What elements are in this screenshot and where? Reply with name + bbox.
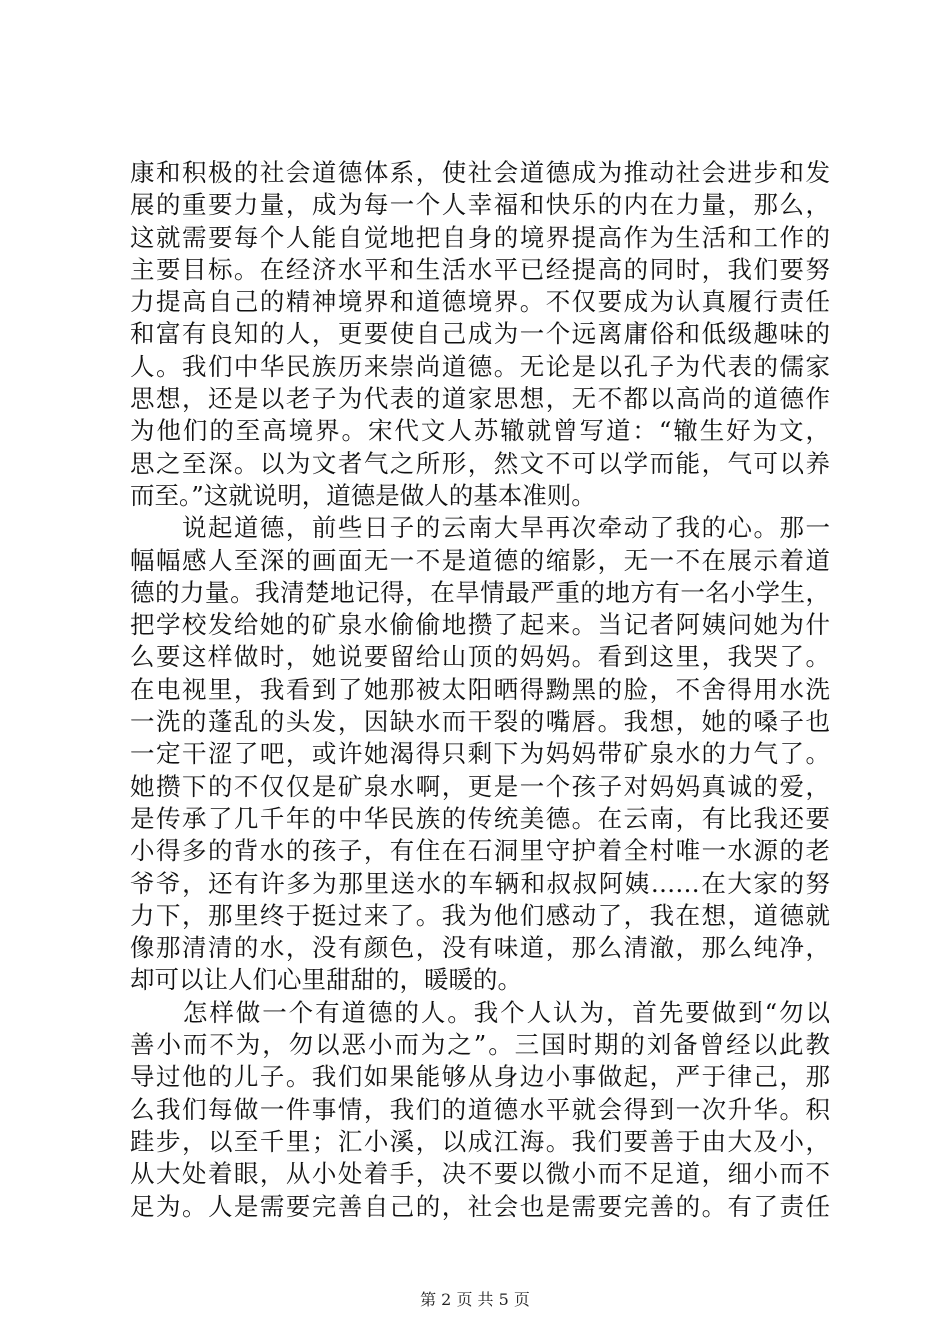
- text-line: 足为。人是需要完善自己的，社会也是需要完善的。有了责任: [130, 1191, 830, 1221]
- text-line: 像那清清的水，没有颜色，没有味道，那么清澈，那么纯净，: [130, 933, 830, 963]
- text-line: 展的重要力量，成为每一个人幸福和快乐的内在力量，那么，: [130, 190, 830, 220]
- text-line: 说起道德，前些日子的云南大旱再次牵动了我的心。那一: [130, 513, 830, 543]
- text-line: 把学校发给她的矿泉水偷偷地攒了起来。当记者阿姨问她为什: [130, 610, 830, 640]
- text-line: 么我们每做一件事情，我们的道德水平就会得到一次升华。积: [130, 1094, 830, 1124]
- text-line: 德的力量。我清楚地记得，在旱情最严重的地方有一名小学生，: [130, 577, 830, 607]
- text-line: 力下，那里终于挺过来了。我为他们感动了，我在想，道德就: [130, 900, 830, 930]
- text-line: 和富有良知的人，更要使自己成为一个远离庸俗和低级趣味的: [130, 319, 830, 349]
- text-line: 爷爷，还有许多为那里送水的车辆和叔叔阿姨……在大家的努: [130, 868, 830, 898]
- text-line: 小得多的背水的孩子，有住在石洞里守护着全村唯一水源的老: [130, 836, 830, 866]
- text-line: 这就需要每个人能自觉地把自身的境界提高作为生活和工作的: [130, 222, 830, 252]
- text-line: 导过他的儿子。我们如果能够从身边小事做起，严于律己，那: [130, 1062, 830, 1092]
- text-line: 一洗的蓬乱的头发，因缺水而干裂的嘴唇。我想，她的嗓子也: [130, 707, 830, 737]
- text-line: 么要这样做时，她说要留给山顶的妈妈。看到这里，我哭了。: [130, 642, 830, 672]
- text-line: 在电视里，我看到了她那被太阳晒得黝黑的脸，不舍得用水洗: [130, 674, 830, 704]
- text-line: 善小而不为，勿以恶小而为之”。三国时期的刘备曾经以此教: [130, 1030, 830, 1060]
- text-line: 怎样做一个有道德的人。我个人认为，首先要做到“勿以: [130, 997, 830, 1027]
- text-line: 力提高自己的精神境界和道德境界。不仅要成为认真履行责任: [130, 287, 830, 317]
- text-line: 人。我们中华民族历来崇尚道德。无论是以孔子为代表的儒家: [130, 351, 830, 381]
- text-line: 思想，还是以老子为代表的道家思想，无不都以高尚的道德作: [130, 384, 830, 414]
- text-line: 思之至深。以为文者气之所形，然文不可以学而能，气可以养: [130, 448, 830, 478]
- text-line: 一定干涩了吧，或许她渴得只剩下为妈妈带矿泉水的力气了。: [130, 739, 830, 769]
- text-line: 是传承了几千年的中华民族的传统美德。在云南，有比我还要: [130, 803, 830, 833]
- text-line: 为他们的至高境界。宋代文人苏辙就曾写道：“辙生好为文，: [130, 416, 830, 446]
- text-line: 她攒下的不仅仅是矿泉水啊，更是一个孩子对妈妈真诚的爱，: [130, 771, 830, 801]
- text-line: 而至。”这就说明，道德是做人的基本准则。: [130, 480, 596, 510]
- text-line: 从大处着眼，从小处着手，决不要以微小而不足道，细小而不: [130, 1159, 830, 1189]
- text-line: 康和积极的社会道德体系，使社会道德成为推动社会进步和发: [130, 158, 830, 187]
- text-line: 幅幅感人至深的画面无一不是道德的缩影，无一不在展示着道: [130, 545, 830, 575]
- body-text: [130, 157, 830, 1223]
- text-line: 跬步，以至千里；汇小溪，以成江海。我们要善于由大及小，: [130, 1126, 830, 1156]
- page-footer: 第 2 页 共 5 页: [420, 1290, 530, 1309]
- text-line: 却可以让人们心里甜甜的，暖暖的。: [130, 965, 522, 995]
- text-line: 主要目标。在经济水平和生活水平已经提高的同时，我们要努: [130, 254, 830, 284]
